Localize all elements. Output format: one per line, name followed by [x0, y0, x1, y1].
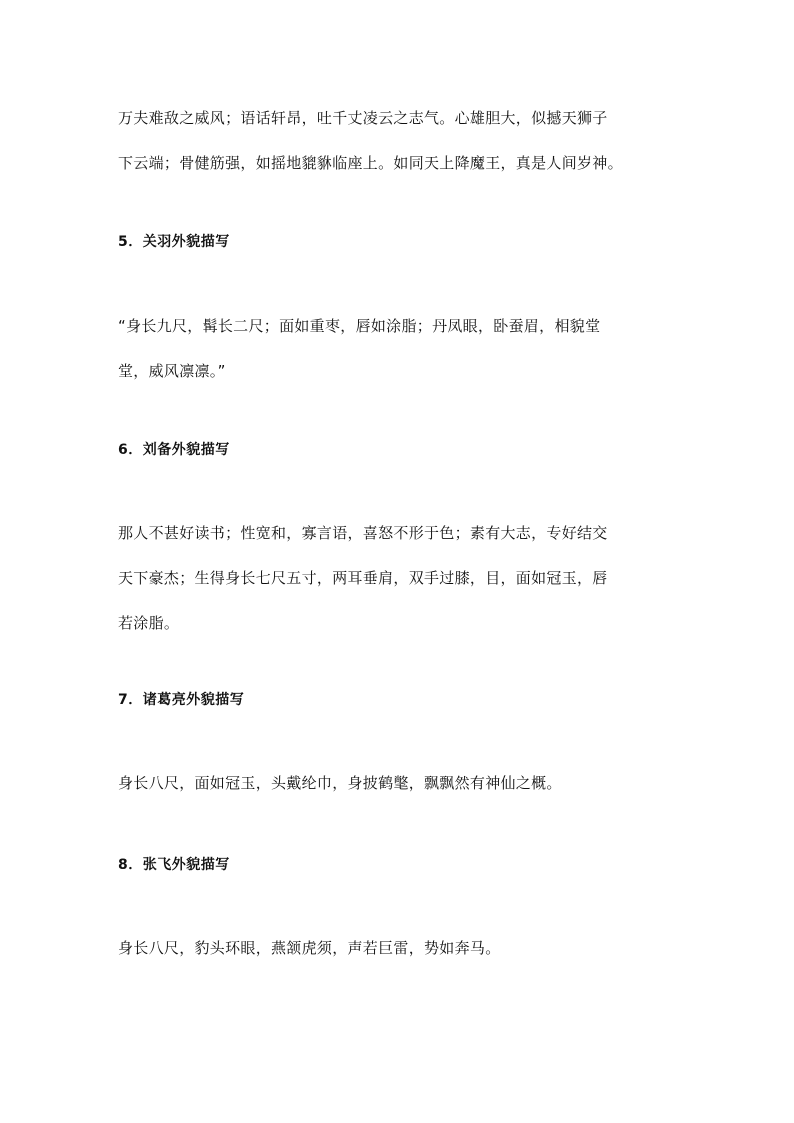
paragraph-line: 堂，威风凛凛。” [118, 362, 226, 380]
paragraph-line: 下云端；骨健筋强，如摇地貔貅临座上。如同天上降魔王，真是人间岁神。 [118, 154, 623, 172]
paragraph-line: “身长九尺，髯长二尺；面如重枣，唇如涂脂；丹凤眼，卧蚕眉，相貌堂 [118, 317, 601, 335]
paragraph-intro [118, 96, 688, 186]
paragraph-line: 天下豪杰；生得身长七尺五寸，两耳垂肩，双手过膝，目，面如冠玉，唇 [118, 569, 608, 587]
paragraph-liubei [118, 511, 688, 646]
paragraph-line: 身长八尺，面如冠玉，头戴纶巾，身披鹤氅，飘飘然有神仙之概。 [118, 774, 562, 792]
paragraph-line: 万夫难敌之威风；语话轩昂，吐千丈凌云之志气。心雄胆大，似撼天狮子 [118, 109, 608, 127]
section-heading-zhangfei: 8．张飞外貌描写 [118, 857, 230, 873]
paragraph-guanyu [118, 304, 688, 394]
section-heading-zhugeliang: 7．诸葛亮外貌描写 [118, 692, 245, 708]
paragraph-zhangfei [118, 926, 688, 971]
section-heading-liubei: 6．刘备外貌描写 [118, 442, 230, 458]
paragraph-zhugeliang [118, 761, 688, 806]
paragraph-line: 那人不甚好读书；性宽和，寡言语，喜怒不形于色；素有大志，专好结交 [118, 524, 608, 542]
paragraph-line: 若涂脂。 [118, 614, 180, 632]
paragraph-line: 身长八尺，豹头环眼，燕颔虎须，声若巨雷，势如奔马。 [118, 939, 501, 957]
section-heading-guanyu: 5．关羽外貌描写 [118, 234, 230, 250]
